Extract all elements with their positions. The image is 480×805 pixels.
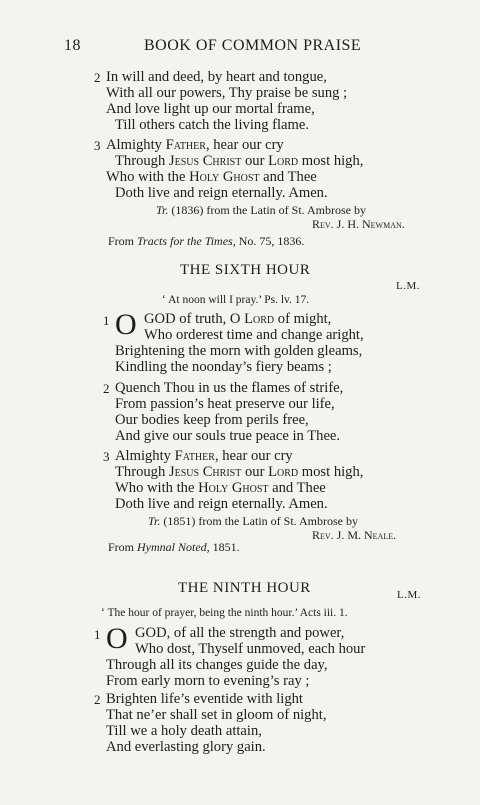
drop-capital: O (115, 308, 137, 341)
verse-number: 1 (103, 313, 110, 328)
verse-line: Brightening the morn with golden gleams, (115, 343, 363, 359)
hymn-title: THE NINTH HOUR (178, 580, 311, 596)
verse-line: Till we a holy death attain, (106, 723, 262, 739)
source-credit: From Hymnal Noted, 1851. (108, 540, 240, 554)
verse-line: Doth live and reign eternally. Amen. (115, 185, 328, 201)
verse-number: 1 (94, 627, 101, 642)
verse-line: GOD of truth, O Lord of might, (144, 311, 332, 327)
translator-credit: Tr. (1836) from the Latin of St. Ambrose by (156, 203, 366, 217)
meter-label: L.M. (396, 280, 420, 292)
verse-number: 2 (94, 692, 101, 707)
verse-line: Quench Thou in us the flames of strife, (115, 380, 344, 396)
verse-line: In will and deed, by heart and tongue, (106, 69, 327, 85)
verse-line: And love light up our mortal frame, (106, 101, 315, 117)
verse-line: Who with the Holy Ghost and Thee (115, 480, 326, 496)
verse-line: Who orderest time and change aright, (144, 327, 364, 343)
source-credit: From Tracts for the Times, No. 75, 1836. (108, 234, 305, 248)
verse-line: Doth live and reign eternally. Amen. (115, 496, 328, 512)
verse-number: 2 (103, 381, 110, 396)
verse-line: From early morn to evening’s ray ; (106, 673, 310, 689)
verse-line: That ne’er shall set in gloom of night, (106, 707, 327, 723)
translator-name: Rev. J. M. Neale. (312, 528, 397, 542)
verse-line: Through Jesus Christ our Lord most high, (115, 464, 364, 480)
hymn-title: THE SIXTH HOUR (180, 262, 311, 278)
verse-line: And everlasting glory gain. (106, 739, 266, 755)
running-title: BOOK OF COMMON PRAISE (144, 37, 362, 54)
verse-line: Who dost, Thyself unmoved, each hour (135, 641, 366, 657)
verse-line: Who with the Holy Ghost and Thee (106, 169, 317, 185)
verse-line: Through all its changes guide the day, (106, 657, 328, 673)
verse-line: Almighty Father, hear our cry (106, 137, 284, 153)
translator-credit: Tr. (1851) from the Latin of St. Ambrose by (148, 514, 358, 528)
verse-number: 3 (94, 138, 101, 153)
verse-line: With all our powers, Thy praise be sung ; (106, 85, 348, 101)
verse-line: Till others catch the living flame. (115, 117, 310, 133)
verse-number: 3 (103, 449, 110, 464)
verse-line: Almighty Father, hear our cry (115, 448, 293, 464)
verse-line: And give our souls true peace in Thee. (115, 428, 341, 444)
epigraph: ‘ The hour of prayer, being the ninth hour.’ Acts iii. 1. (101, 607, 348, 619)
meter-label: L.M. (397, 589, 421, 601)
verse-number: 2 (94, 70, 101, 85)
epigraph: ‘ At noon will I pray.’ Ps. lv. 17. (162, 294, 310, 306)
verse-line: Our bodies keep from perils free, (115, 412, 309, 428)
verse-line: From passion’s heat preserve our life, (115, 396, 335, 412)
verse-line: GOD, of all the strength and power, (135, 625, 345, 641)
verse-line: Brighten life’s eventide with light (106, 691, 303, 707)
drop-capital: O (106, 622, 128, 655)
verse-line: Kindling the noonday’s fiery beams ; (115, 359, 332, 375)
verse-line: Through Jesus Christ our Lord most high, (115, 153, 364, 169)
translator-name: Rev. J. H. Newman. (312, 217, 405, 231)
page-number: 18 (64, 37, 81, 54)
